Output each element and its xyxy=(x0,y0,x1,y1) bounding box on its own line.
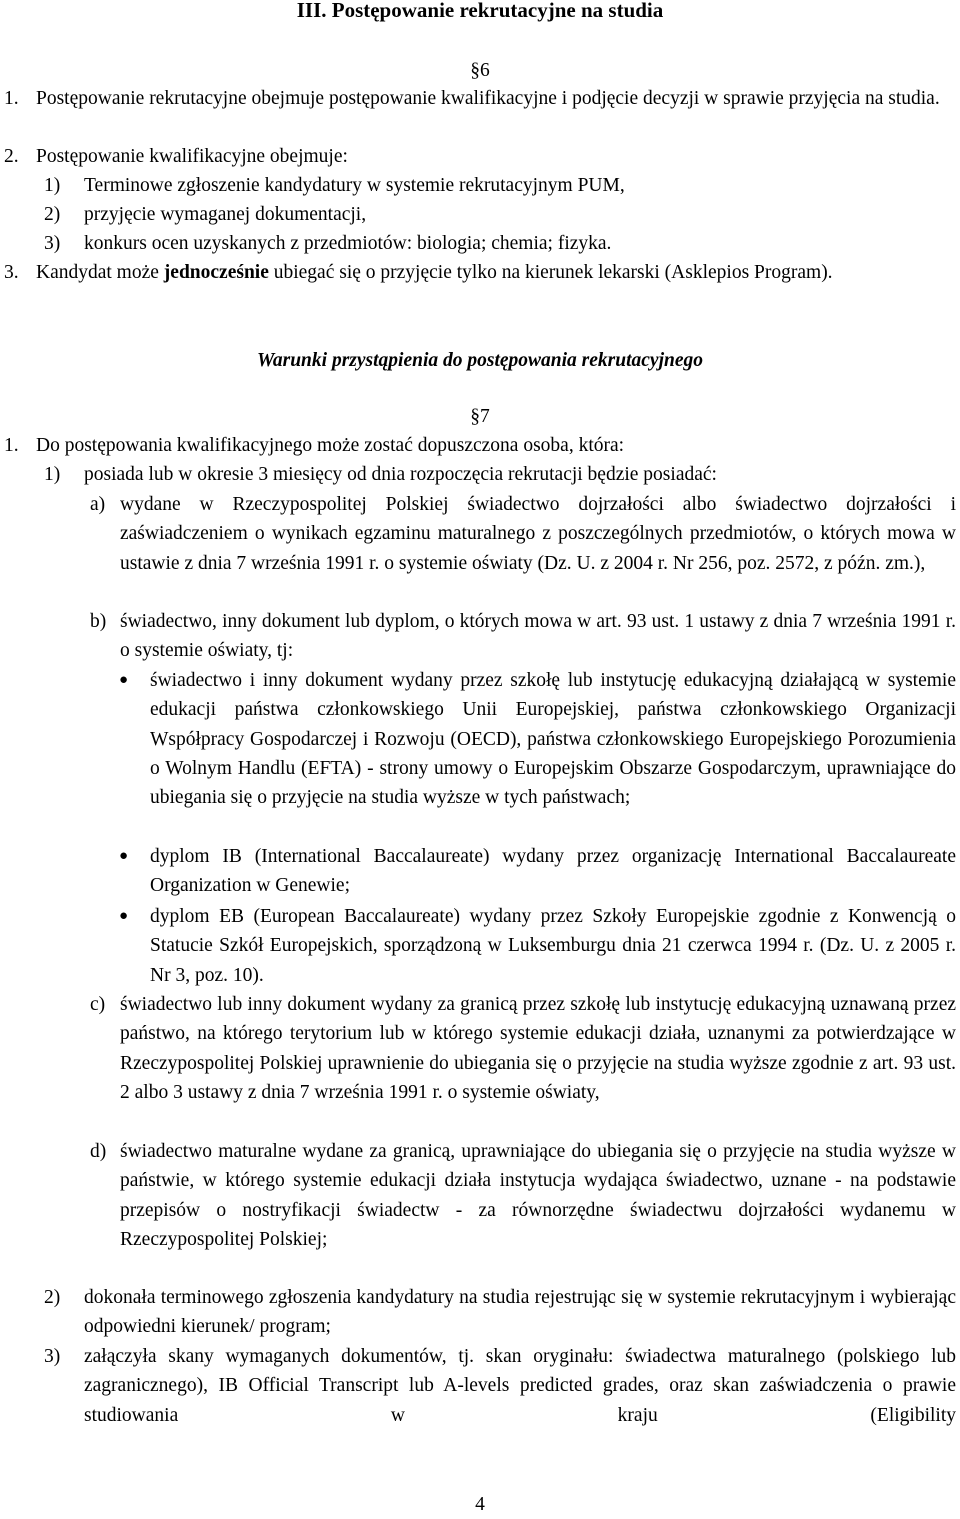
sub-c-text: świadectwo lub inny dokument wydany za granicą przez szkołę lub instytucję edukacyjną uznawaną przez państwo, na którego terytorium lub w którego systemie edukacji działa, uznanymi za potwierdzające w Rzeczypospolitej Polskiej uprawnienie do ubiegania się o przyjęcie na studia wyższe zgodnie z art. 93 ust. 2 albo 3 ustawy z dnia 7 września 1991 r. o systemie oświaty, xyxy=(120,994,956,1103)
p6-3-text: Kandydat może jednocześnie ubiegać się o przyjęcie tylko na kierunek lekarski (Asklepios Program). xyxy=(36,262,833,283)
p6-2-item-1-text: Terminowe zgłoszenie kandydatury w systemie rekrutacyjnym PUM, xyxy=(84,175,625,196)
section-7-sign: §7 xyxy=(470,406,490,427)
p6-2-text: Postępowanie kwalifikacyjne obejmuje: xyxy=(36,146,348,167)
sub-a-text: wydane w Rzeczypospolitej Polskiej świadectwo dojrzałości albo świadectwo dojrzałości i zaświadczeniem o wynikach egzaminu maturalnego z poszczególnych przedmiotów, o których mowa w ustawie z dnia 7 września 1991 r. o systemie oświaty (Dz. U. z 2004 r. Nr 256, poz. 2572, z późn. zm.), xyxy=(120,494,956,574)
item-3-text: załączyła skany wymaganych dokumentów, tj. skan oryginału: świadectwa maturalnego (polskiego lub zagranicznego), IB Official Transcript lub A-levels predicted grades, oraz skan zaświadczenia o prawie studiowania w kraju (Eligibility xyxy=(84,1346,956,1426)
section-heading: Warunki przystąpienia do postępowania rekrutacyjnego xyxy=(256,350,703,371)
p6-2-item-3-number: 3) xyxy=(44,233,61,254)
p6-2-item-2-number: 2) xyxy=(44,204,61,225)
p6-1-number: 1. xyxy=(4,88,19,109)
bullet-icon: ● xyxy=(119,848,129,864)
sub-d-text: świadectwo maturalne wydane za granicą, uprawniające do ubiegania się o przyjęcie na studia wyższe w państwie, w którego systemie edukacji działa instytucja wydająca świadectwo, uznane - na podstawie przepisów o nostryfikacji świadectw - za równorzędne świadectwu dojrzałości wydanemu w Rzeczypospolitej Polskiej; xyxy=(120,1141,956,1250)
sub-c-number: c) xyxy=(90,994,106,1015)
item-1-text: posiada lub w okresie 3 miesięcy od dnia rozpoczęcia rekrutacji będzie posiadać: xyxy=(84,464,717,485)
p6-2-item-1-number: 1) xyxy=(44,175,61,196)
p6-2-item-3-text: konkurs ocen uzyskanych z przedmiotów: biologia; chemia; fizyka. xyxy=(84,233,612,254)
item-1-number: 1) xyxy=(44,464,61,485)
emphasis-jednoczesnie: jednocześnie xyxy=(163,262,269,283)
bullet-item-3: dyplom EB (European Baccalaureate) wydany przez Szkoły Europejskie zgodnie z Konwencją o Statucie Szkół Europejskich, sporządzoną w Luksemburgu dnia 21 czerwca 1994 r. (Dz. U. z 2005 r. Nr 3, poz. 10). xyxy=(150,906,956,986)
chapter-title: III. Postępowanie rekrutacyjne na studia xyxy=(296,0,664,22)
bullet-icon: ● xyxy=(119,672,129,688)
p6-2-item-2-text: przyjęcie wymaganej dokumentacji, xyxy=(84,204,367,225)
item-2-number: 2) xyxy=(44,1287,61,1308)
p6-3-number: 3. xyxy=(4,262,19,283)
p7-1-number: 1. xyxy=(4,435,19,456)
section-6-sign: §6 xyxy=(470,60,490,81)
sub-a-number: a) xyxy=(90,494,106,515)
item-3-number: 3) xyxy=(44,1346,61,1367)
p6-2-number: 2. xyxy=(4,146,19,167)
p7-1-text: Do postępowania kwalifikacyjnego może zostać dopuszczona osoba, która: xyxy=(36,435,625,456)
bullet-icon: ● xyxy=(119,908,129,924)
sub-b-text: świadectwo, inny dokument lub dyplom, o których mowa w art. 93 ust. 1 ustawy z dnia 7 września 1991 r. o systemie oświaty, tj: xyxy=(120,611,956,662)
page-number: 4 xyxy=(475,1494,485,1515)
bullet-item-1: świadectwo i inny dokument wydany przez szkołę lub instytucję edukacyjną działającą w systemie edukacji państwa członkowskiego Unii Europejskiej, państwa członkowskiego Organizacji Współpracy Gospodarczej i Rozwoju (OECD), państwa członkowskiego Europejskiego Porozumienia o Wolnym Handlu (EFTA) - strony umowy o Europejskim Obszarze Gospodarczym, uprawniające do ubiegania się o przyjęcie na studia wyższe w tych państwach; xyxy=(150,670,956,809)
sub-d-number: d) xyxy=(90,1141,107,1162)
bullet-item-2: dyplom IB (International Baccalaureate) wydany przez organizację International Baccalaureate Organization w Genewie; xyxy=(150,846,956,897)
p6-1-text: Postępowanie rekrutacyjne obejmuje postępowanie kwalifikacyjne i podjęcie decyzji w sprawie przyjęcia na studia. xyxy=(36,88,940,109)
sub-b-number: b) xyxy=(90,611,107,632)
item-2-text: dokonała terminowego zgłoszenia kandydatury na studia rejestrując się w systemie rekrutacyjnym i wybierając odpowiedni kierunek/ program; xyxy=(84,1287,956,1338)
